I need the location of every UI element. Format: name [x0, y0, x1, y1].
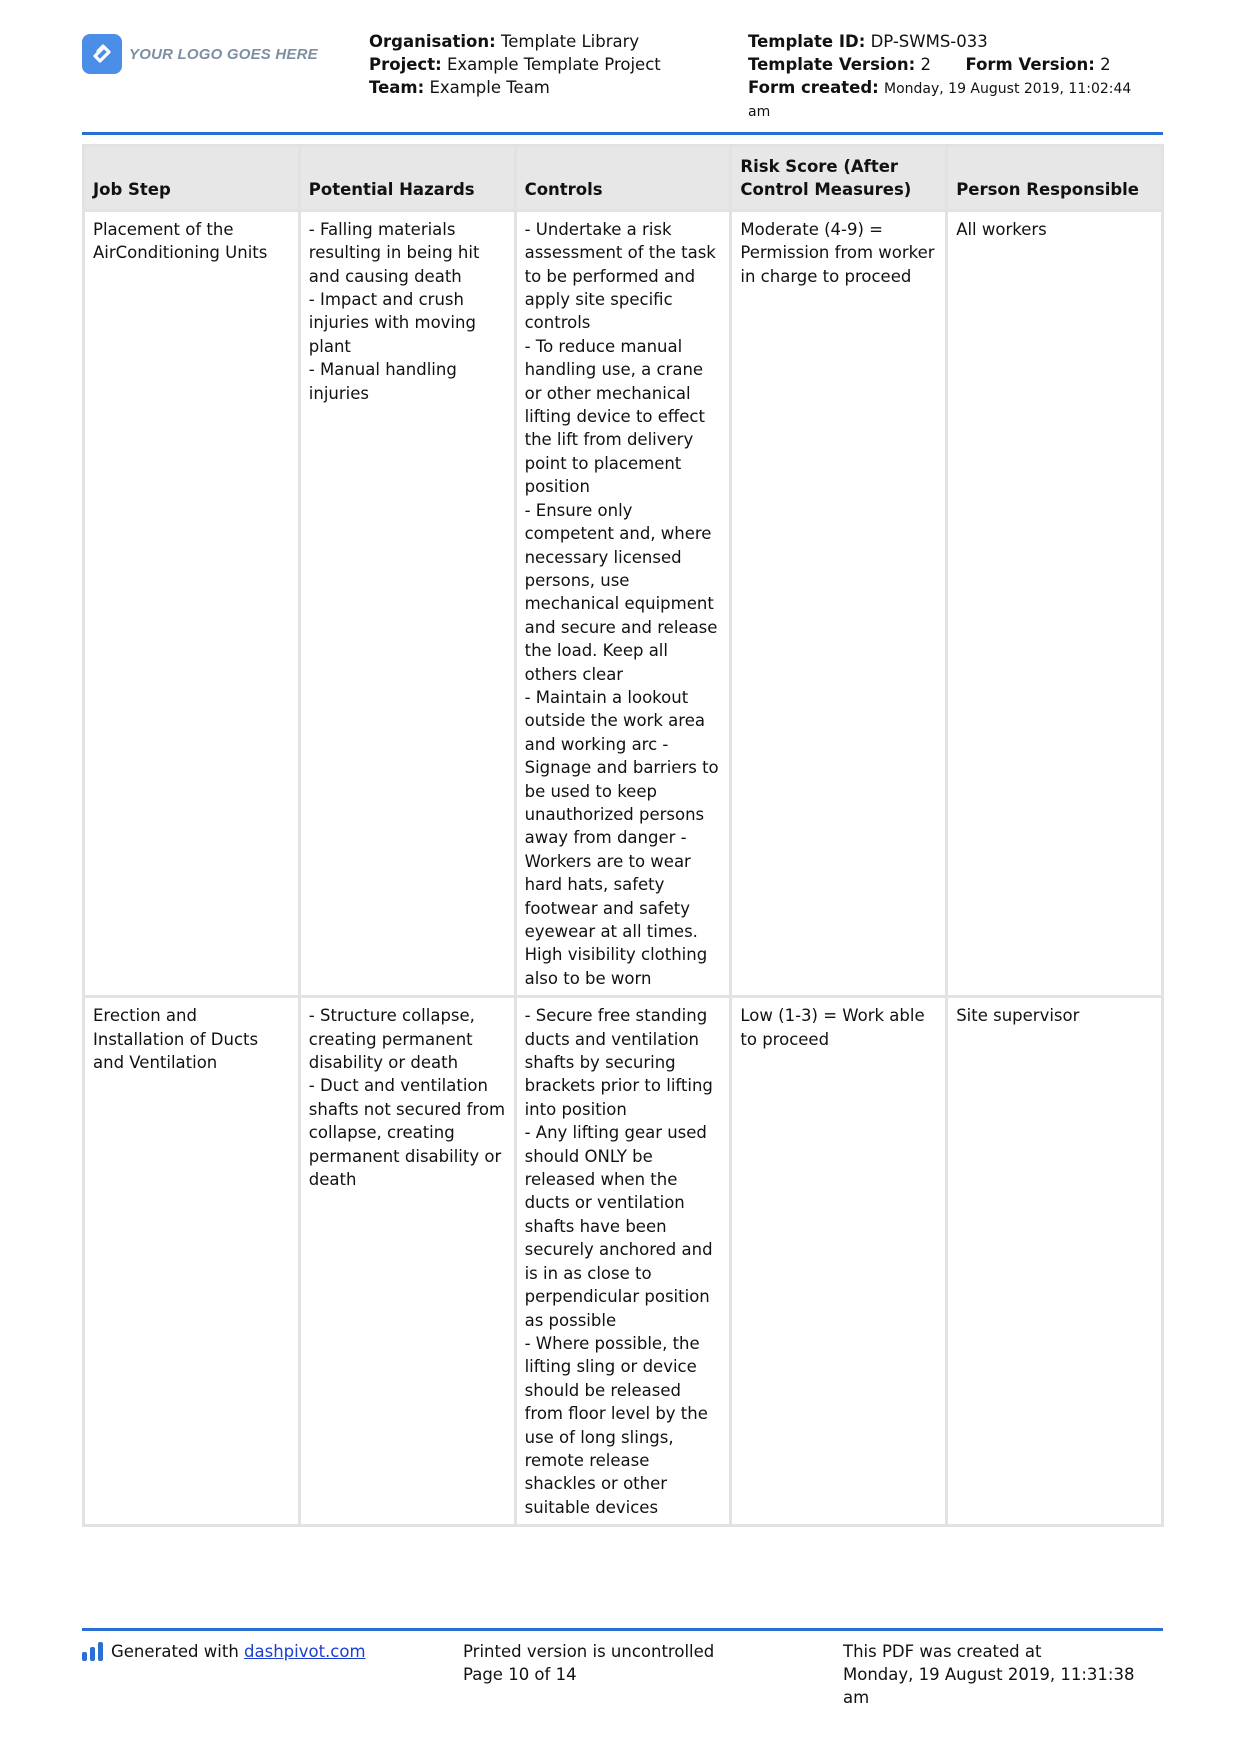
version-line — [748, 53, 1162, 76]
risk-score-cell: Moderate (4-9) = Permission from worker in charge to proceed — [731, 210, 947, 996]
project-details — [369, 30, 709, 99]
logo-text: YOUR LOGO GOES HERE — [129, 45, 318, 63]
template-details — [748, 30, 1162, 124]
team-value: Example Team — [429, 78, 550, 97]
column-header-person: Person Responsible — [947, 146, 1163, 211]
table-row — [84, 210, 1163, 996]
pdf-created — [843, 1640, 1163, 1709]
generated-prefix: Generated with — [111, 1642, 245, 1661]
generated-with — [82, 1640, 366, 1663]
table-header-row — [84, 146, 1163, 211]
template-version-value: 2 — [920, 55, 931, 74]
logo-mark-icon — [82, 34, 122, 74]
project-line — [369, 53, 709, 76]
pdf-created-line2: Monday, 19 August 2019, 11:31:38 — [843, 1665, 1135, 1684]
template-id-value: DP-SWMS-033 — [870, 32, 988, 51]
team-line — [369, 76, 709, 99]
footer-divider — [82, 1628, 1163, 1631]
pdf-created-line3: am — [843, 1688, 870, 1707]
page-header — [82, 28, 1162, 128]
project-label: Project: — [369, 55, 442, 74]
swms-table — [82, 144, 1164, 1527]
column-header-controls: Controls — [515, 146, 731, 211]
person-cell: Site supervisor — [947, 997, 1163, 1526]
company-logo — [82, 34, 318, 74]
column-header-risk-score — [731, 146, 947, 211]
form-version-label: Form Version: — [965, 55, 1095, 74]
bar-chart-icon — [82, 1642, 103, 1661]
person-cell: All workers — [947, 210, 1163, 996]
column-header-hazards: Potential Hazards — [299, 146, 515, 211]
header-divider — [82, 132, 1163, 135]
form-version-value: 2 — [1100, 55, 1111, 74]
template-version-label: Template Version: — [748, 55, 916, 74]
risk-header-line2: Control Measures) — [740, 180, 912, 200]
controls-cell: - Secure free standing ducts and ventilation shafts by securing brackets prior to lifting into position - Any lifting gear used should ONLY be released when the ducts or ventilation shafts have been securely anchored and is in as close to perpendicular position as possible - Where possible, the lifting sling or device should be released from floor level by the use of long slings, remote release shackles or other suitable devices — [515, 997, 731, 1526]
team-label: Team: — [369, 78, 425, 97]
risk-score-cell: Low (1-3) = Work able to proceed — [731, 997, 947, 1526]
organisation-line — [369, 30, 709, 53]
hazards-cell: - Falling materials resulting in being hit and causing death - Impact and crush injuries with moving plant - Manual handling injuries — [299, 210, 515, 996]
organisation-value: Template Library — [500, 32, 640, 51]
page-number: Page 10 of 14 — [463, 1665, 577, 1684]
table-row — [84, 997, 1163, 1526]
form-created-line — [748, 76, 1162, 101]
template-id-line — [748, 30, 1162, 53]
pdf-created-line1: This PDF was created at — [843, 1642, 1042, 1661]
job-step-cell: Erection and Installation of Ducts and Ventilation — [84, 997, 300, 1526]
dashpivot-link[interactable]: dashpivot.com — [244, 1642, 366, 1661]
form-created-suffix: am — [748, 104, 771, 120]
hazards-cell: - Structure collapse, creating permanent disability or death - Duct and ventilation shafts not secured from collapse, creating permanent disability or death — [299, 997, 515, 1526]
project-value: Example Template Project — [446, 55, 661, 74]
column-header-job-step: Job Step — [84, 146, 300, 211]
form-created-label: Form created: — [748, 78, 879, 97]
template-id-label: Template ID: — [748, 32, 866, 51]
form-created-value: Monday, 19 August 2019, 11:02:44 — [884, 81, 1132, 97]
risk-header-line1: Risk Score (After — [740, 157, 899, 176]
print-status — [463, 1640, 763, 1686]
controls-cell: - Undertake a risk assessment of the task to be performed and apply site specific controls - To reduce manual handling use, a crane or other mechanical lifting device to effect the lift from delivery point to placement position - Ensure only competent and, where necessary licensed persons, use mechanical equipment and secure and release the load. Keep all others clear - Maintain a lookout outside the work area and working arc - Signage and barriers to be used to keep unauthorized persons away from danger - Workers are to wear hard hats, safety footwear and safety eyewear at all times. High visibility clothing also to be worn — [515, 210, 731, 996]
organisation-label: Organisation: — [369, 32, 496, 51]
job-step-cell: Placement of the AirConditioning Units — [84, 210, 300, 996]
uncontrolled-notice: Printed version is uncontrolled — [463, 1642, 715, 1661]
